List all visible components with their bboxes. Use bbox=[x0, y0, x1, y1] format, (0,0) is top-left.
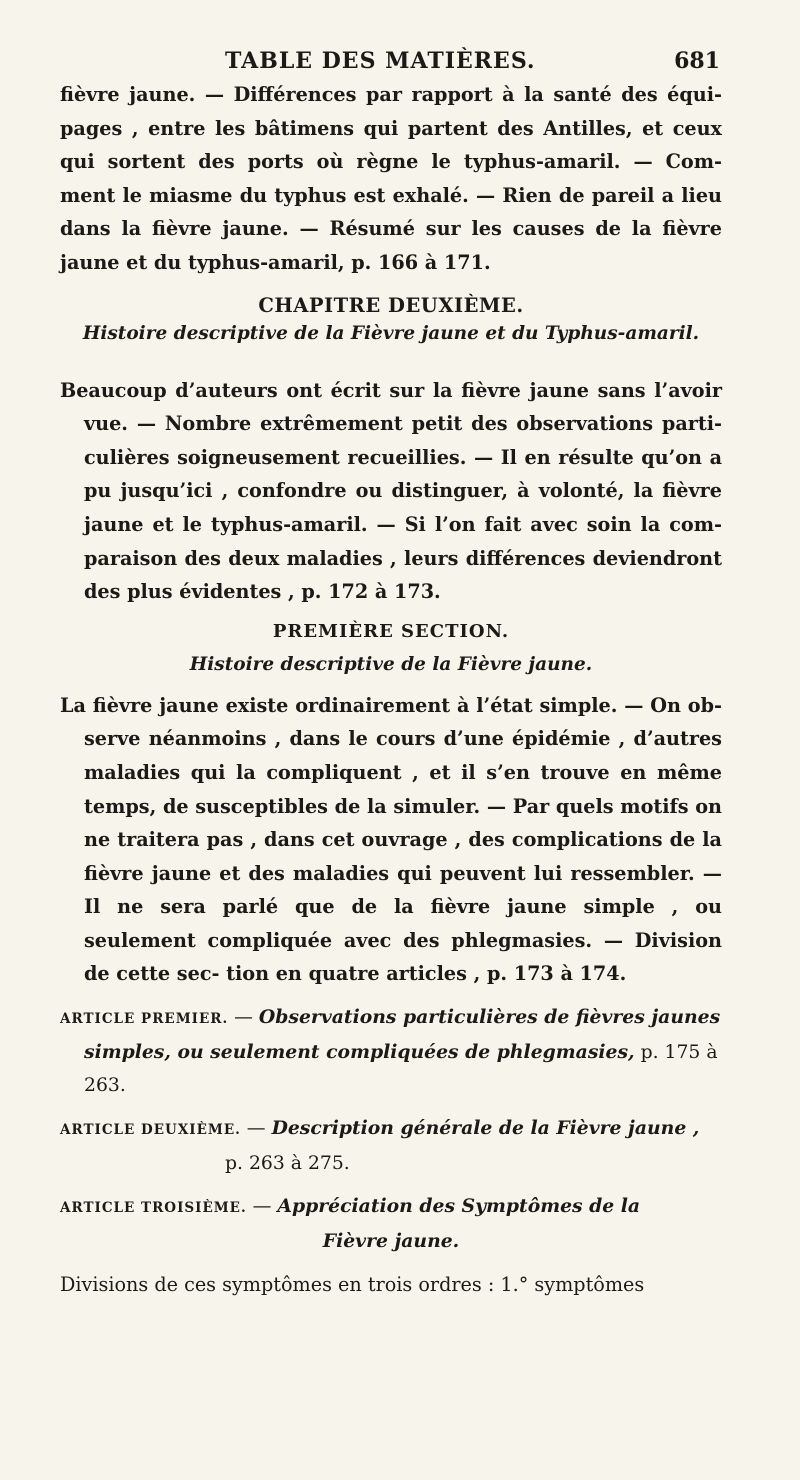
article-dash: — bbox=[228, 1007, 259, 1029]
running-header bbox=[60, 40, 722, 78]
article-label: ARTICLE PREMIER. bbox=[60, 1011, 229, 1028]
article-label: ARTICLE TROISIÈME. bbox=[60, 1200, 247, 1217]
article-title: Appréciation des Symptômes de la bbox=[277, 1195, 641, 1218]
paragraph-section-summary: La fièvre jaune existe ordinairement à l’état simple. — On ob- serve néanmoins , dans le cours d’une épidémie , d’autres maladies qui la compliquent , et il s’en trouve en même temps, de susceptibles de la simuler. — Par quels motifs on ne traitera pas , dans cet ouvrage , des complications de la fièvre jaune et des maladies qui peuvent lui ressembler. — Il ne sera parlé que de la fièvre jaune simple , ou seulement compliquée avec des phlegmasies. — Division de cette sec- tion en quatre articles , p. 173 à 174. bbox=[60, 693, 723, 986]
chapter-subtitle: Histoire descriptive de la Fièvre jaune et du Typhus-amaril. bbox=[82, 322, 700, 344]
article-pages: p. 175 à 263. bbox=[84, 1042, 718, 1097]
article-entry-3 bbox=[60, 1190, 722, 1258]
article-dash: — bbox=[246, 1196, 278, 1218]
article-pages: p. 263 à 275. bbox=[225, 1153, 350, 1175]
article-entry-1 bbox=[60, 1001, 722, 1102]
article-dash: — bbox=[240, 1118, 272, 1140]
section-subtitle: Histoire descriptive de la Fièvre jaune. bbox=[189, 653, 593, 675]
paragraph-continuation: fièvre jaune. — Différences par rapport à la santé des équi- pages , entre les bâtimens qui partent des Antilles, et ceux qui sortent des ports où règne le typhus-amaril. — Com- ment le miasme du typhus est exhalé. — Rien de pareil a lieu dans la fièvre jaune. — Résumé sur les causes de la fièvre jaune et du typhus-amaril, p. 166 à 171. bbox=[60, 83, 722, 274]
article-title: Description générale de la Fièvre jaune , bbox=[271, 1117, 700, 1140]
paragraph-divisions: Divisions de ces symptômes en trois ordres : 1.° symptômes bbox=[60, 1273, 645, 1297]
running-title: TABLE DES MATIÈRES. bbox=[225, 48, 536, 74]
chapter-title: CHAPITRE DEUXIÈME. bbox=[258, 293, 524, 317]
section-title: PREMIÈRE SECTION. bbox=[272, 620, 510, 642]
page-number: 681 bbox=[674, 48, 720, 74]
article-title: Observations particulières de fièvres jaunes simples, ou seulement compliquées de phlegmasies, bbox=[84, 1006, 721, 1064]
article-label: ARTICLE DEUXIÈME. bbox=[60, 1122, 241, 1139]
article-title-continued: Fièvre jaune. bbox=[322, 1230, 460, 1253]
paragraph-chapter-summary: Beaucoup d’auteurs ont écrit sur la fièvre jaune sans l’avoir vue. — Nombre extrêmement petit des observations parti- culières soigneusement recueillies. — Il en résulte qu’on a pu jusqu’ici , confondre ou distinguer, à volonté, la fièvre jaune et le typhus-amaril. — Si l’on fait avec soin la com- paraison des deux maladies , leurs différences deviendront des plus évidentes , p. 172 à 173. bbox=[60, 378, 722, 604]
article-entry-2 bbox=[60, 1112, 722, 1180]
